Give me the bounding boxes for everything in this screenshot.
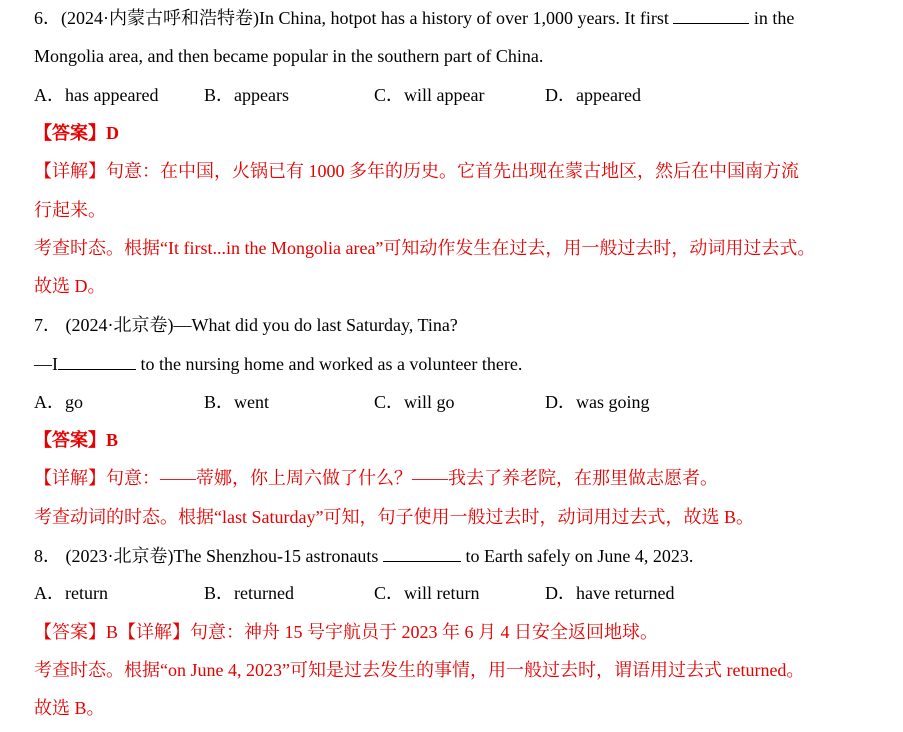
q7-explain-line2: 考查动词的时态。根据“last Saturday”可知，句子使用一般过去时，动词用过去式，故选 B。 [34,507,754,527]
q7-number: 7． [34,315,61,335]
q7-stem-suffix: to the nursing home and worked as a volunteer there. [140,354,523,374]
q8-source: (2023·北京卷) [65,546,174,566]
q6-stem-line1 [34,5,794,30]
q7-stem-line2 [34,351,522,376]
q6-stem-part1: In China, hotpot has a history of over 1,000 years. It first [258,8,669,28]
q7-option-a: A．go [34,392,83,412]
q8-option-b: B．returned [204,583,294,603]
q7-option-c: C．will go [374,392,455,412]
q7-stem-line1 [34,313,458,337]
q6-explain-line4: 故选 D。 [34,276,106,296]
q8-stem-prefix: The Shenzhou-15 astronauts [173,546,379,566]
q8-stem-line1 [34,543,693,568]
q8-stem-suffix: to Earth safely on June 4, 2023. [465,546,694,566]
q6-answer: 【答案】D [34,123,119,143]
q6-option-a: A．has appeared [34,85,159,105]
q8-number: 8． [34,546,61,566]
q8-explain-line3: 故选 B。 [34,698,105,718]
q8-explain-line2: 考查时态。根据“on June 4, 2023”可知是过去发生的事情，用一般过去时，谓语用过去式 returned。 [34,660,805,680]
q8-option-c: C．will return [374,583,480,603]
q8-answer-blank [383,543,461,562]
q6-number: 6． [34,8,61,28]
q7-stem-prefix: —I [34,354,58,374]
q6-stem-part2: in the [753,8,795,28]
q6-option-b: B．appears [204,85,289,105]
q7-explain-line1: 【详解】句意：——蒂娜，你上周六做了什么？——我去了养老院，在那里做志愿者。 [34,468,718,488]
q6-stem-line2: Mongolia area, and then became popular in the southern part of China. [34,46,544,66]
q6-explain-line2: 行起来。 [34,200,106,220]
q8-option-a: A．return [34,583,108,603]
q6-explain-line1: 【详解】句意：在中国，火锅已有 1000 多年的历史。它首先出现在蒙古地区，然后在中国南方流 [34,161,799,181]
q7-stem-question: —What did you do last Saturday, Tina? [173,315,458,335]
q7-answer-blank [58,351,136,370]
q8-option-d: D．have returned [545,583,675,603]
q6-option-d: D．appeared [545,85,641,105]
q8-answer-explain-line1: 【答案】B【详解】句意：神舟 15 号宇航员于 2023 年 6 月 4 日安全返回地球。 [34,622,659,642]
q7-answer: 【答案】B [34,430,119,450]
q7-source: (2024·北京卷) [65,315,174,335]
q6-option-c: C．will appear [374,85,485,105]
q6-explain-line3: 考查时态。根据“It first...in the Mongolia area”可知动作发生在过去，用一般过去时，动词用过去式。 [34,238,816,258]
q7-option-d: D．was going [545,392,650,412]
q7-option-b: B．went [204,392,269,412]
q6-source: (2024·内蒙古呼和浩特卷) [61,8,259,28]
q6-answer-blank [673,5,749,24]
